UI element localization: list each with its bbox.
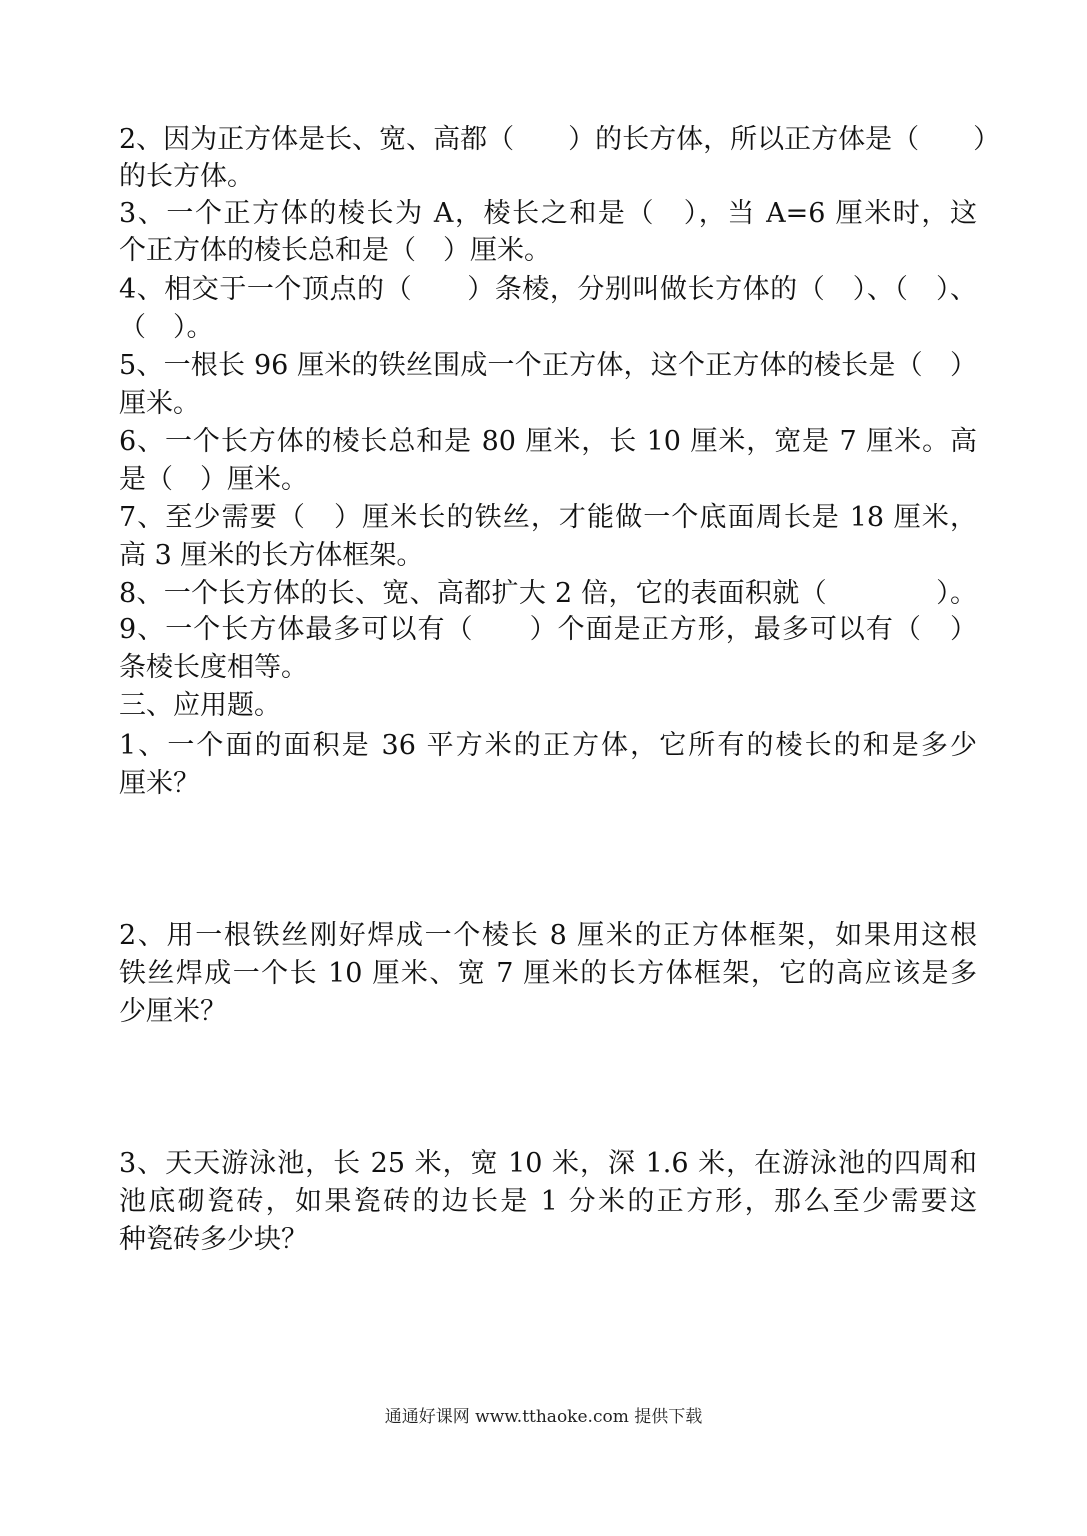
app-q2-line-1: 2、用一根铁丝刚好焊成一个棱长 8 厘米的正方体框架，如果用这根 [119,920,977,951]
app-q3-line-2: 池底砌瓷砖，如果瓷砖的边长是 1 分米的正方形，那么至少需要这 [119,1186,977,1217]
q6-line-2: 是（ ）厘米。 [119,464,308,495]
app-q2-line-2: 铁丝焊成一个长 10 厘米、宽 7 厘米的长方体框架，它的高应该是多 [119,958,977,989]
q2-line-1: 2、因为正方体是长、宽、高都（ ）的长方体，所以正方体是（ ） [119,124,1001,155]
q8-line: 8、一个长方体的长、宽、高都扩大 2 倍，它的表面积就（ ）。 [119,578,977,609]
section-heading: 三、应用题。 [119,690,281,721]
q7-line-2: 高 3 厘米的长方体框架。 [119,540,424,571]
app-q1-line-1: 1、一个面的面积是 36 平方米的正方体，它所有的棱长的和是多少 [119,730,977,761]
q5-line-2: 厘米。 [119,388,200,419]
q2-line-2: 的长方体。 [119,161,254,192]
q9-line-1: 9、一个长方体最多可以有（ ）个面是正方形，最多可以有（ ） [119,614,977,645]
q3-line-1: 3、一个正方体的棱长为 A，棱长之和是（ ），当 A=6 厘米时，这 [119,198,977,229]
app-q2-line-3: 少厘米？ [119,996,227,1027]
q6-line-1: 6、一个长方体的棱长总和是 80 厘米，长 10 厘米，宽是 7 厘米。高 [119,426,977,457]
q7-line-1: 7、至少需要（ ）厘米长的铁丝，才能做一个底面周长是 18 厘米， [119,502,977,533]
q4-line-1: 4、相交于一个顶点的（ ）条棱，分别叫做长方体的（ ）、（ ）、 [119,274,977,305]
q3-line-2: 个正方体的棱长总和是（ ）厘米。 [119,235,551,266]
footer-credit: 通通好课网 www.tthaoke.com 提供下载 [384,1407,703,1427]
q5-line-1: 5、一根长 96 厘米的铁丝围成一个正方体，这个正方体的棱长是（ ） [119,350,977,381]
q9-line-2: 条棱长度相等。 [119,652,308,683]
app-q3-line-1: 3、天天游泳池，长 25 米，宽 10 米，深 1.6 米，在游泳池的四周和 [119,1148,977,1179]
app-q3-line-3: 种瓷砖多少块？ [119,1224,308,1255]
app-q1-line-2: 厘米？ [119,768,200,799]
q4-line-2: （ ）。 [119,312,214,343]
